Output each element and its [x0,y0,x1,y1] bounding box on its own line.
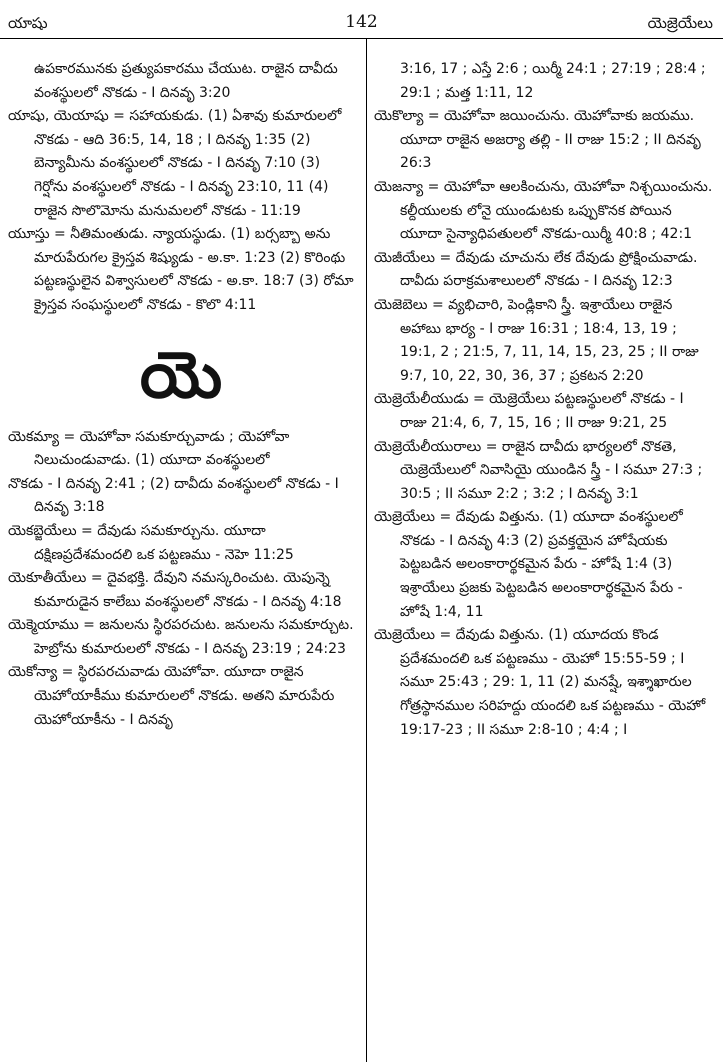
running-head-right: యెజ్రెయేలు [647,14,713,32]
dictionary-entry: నొకడు - I దినవృ 2:41 ; (2) దావీదు వంశస్థులలో నొకడు - I దినవృ 3:18 [8,475,339,516]
left-entries-after [8,426,354,733]
dictionary-entry: యెజ్రెయేలు = దేవుడు విత్తును. (1) యూదా వంశస్థులలో నొకడు - I దినవృ 4:3 (2) ప్రవక్తయైన హోషేయకు పెట్టబడిన అలంకారార్థకమైన పేరు - హోషే 1:4 (3) ఇశ్రాయేలు ప్రజకు పెట్టబడిన అలంకారార్థకమైన పేరు - హోషే 1:4, 11 [374,509,683,620]
dictionary-entry: యెజీయేలు = దేవుడు చూచును లేక దేవుడు ప్రోక్షించువాడు. దావీదు పరాక్రమశాలులలో నొకడు - I దినవృ 12:3 [374,249,698,290]
section-letter: యె [139,338,223,413]
column-divider [366,38,367,1062]
page-header [0,0,723,36]
dictionary-entry: యెకూతీయేలు = దైవభక్తి. దేవుని నమస్కరించుట. యెపున్నె కుమారుడైన కాలేబు వంశస్థులలో నొకడు - I దినవృ 4:18 [8,570,342,610]
dictionary-entry: యెక్మెయాము = జనులను స్థిరపరచుట. జనులను సమకూర్చుట. హెబ్రోను కుమారులలో నొకడు - I దినవృ 23:19 ; 24:23 [8,617,354,657]
dictionary-entry: యెకొల్యా = యెహోవా జయించును. యెహోవాకు జయము. యూదా రాజైన అజర్యా తల్లి - II రాజు 15:2 ; II దినవృ 26:3 [374,108,701,172]
header-rule [0,38,723,39]
dictionary-entry: యెజ్రెయేలీయురాలు = రాజైన దావీదు భార్యలలో నొకతె, యెజ్రెయేలులో నివాసియై యుండిన స్త్రీ - I సమూ 27:3 ; 30:5 ; II సమూ 2:2 ; 3:2 ; I దినవృ 3:1 [374,438,703,502]
page-number: 142 [345,12,378,32]
dictionary-entry: యెజ్రెయేలు = దేవుడు విత్తును. (1) యూదయ కొండ ప్రదేశమందలి ఒక పట్టణము - యెహో 15:55-59 ; I సమూ 25:43 ; 29: 1, 11 (2) మనష్షే, ఇశ్శాఖారుల గోత్రస్థానముల సరిహద్దు యందలి ఒక పట్టణము - యెహో 19:17-23 ; II సమూ 2:8-10 ; 4:4 ; I [374,627,706,738]
left-column [8,58,354,732]
dictionary-entry: యాషు, యెయాషు = సహాయకుడు. (1) ఏశావు కుమారులలో నొకడు - ఆది 36:5, 14, 18 ; I దినవృ 1:35 (2) బెన్యామీను వంశస్థులలో నొకడు - I దినవృ 7:10 (3) గెర్షోను వంశస్థులలో నొకడు - I దినవృ 23:10, 11 (4) రాజైన సొలొమోను మనుమలలో నొకడు - 11:19 [8,108,342,219]
right-column [374,58,714,742]
dictionary-entry: యెకబ్జెయేలు = దేవుడు సమకూర్చును. యూదా దక్షిణప్రదేశమందలి ఒక పట్టణము - నెహె 11:25 [8,522,294,563]
dictionary-entry: యెజ్రెయేలీయుడు = యెజ్రెయేలు పట్టణస్థులలో నొకడు - I రాజు 21:4, 6, 7, 15, 16 ; II రాజు 9:21, 25 [374,391,684,431]
dictionary-entry: 3:16, 17 ; ఎస్తే 2:6 ; యిర్మీ 24:1 ; 27:19 ; 28:4 ; 29:1 ; మత్త 1:11, 12 [400,61,706,101]
dictionary-entry: యెకమ్యా = యెహోవా సమకూర్చువాడు ; యెహోవా నిలుచుండువాడు. (1) యూదా వంశస్థులలో [8,428,290,469]
dictionary-entry: యూస్తు = నీతిమంతుడు. న్యాయస్థుడు. (1) బర్సబ్బా అను మారుపేరుగల క్రైస్తవ శిష్యుడు - అ.కా. 1:23 (2) కొరింథు పట్టణస్థులైన విశ్వాసులలో నొకడు - అ.కా. 18:7 (3) రోమా క్రైస్తవ సంఘస్థులలో నొకడు - కొలొ 4:11 [8,226,354,313]
running-head-left: యాషు [8,14,48,32]
left-entries-before [8,58,354,318]
dictionary-entry: యెజెబెలు = వ్యభిచారి, పెండ్లికాని స్త్రీ. ఇశ్రాయేలు రాజైన అహాబు భార్య - I రాజు 16:31 ; 18:4, 13, 19 ; 19:1, 2 ; 21:5, 7, 11, 14, 15, 23, 25 ; II రాజు 9:7, 10, 22, 30, 36, 37 ; ప్రకటన 2:20 [374,296,699,384]
dictionary-entry: యెజన్యా = యెహోవా ఆలకించును, యెహోవా నిశ్చయించును. కల్దీయులకు లోనై యుండుటకు ఒప్పుకొనక పోయిన యూదా సైన్యాధిపతులలో నొకడు-యిర్మీ 40:8 ; 42:1 [374,178,713,243]
dictionary-entry: ఉపకారమునకు ప్రత్యుపకారము చేయుట. రాజైన దావీదు వంశస్థులలో నొకడు - I దినవృ 3:20 [34,61,338,101]
dictionary-entry: యెకోన్యా = స్థిరపరచువాడు యెహోవా. యూదా రాజైన యెహోయాకీము కుమారులలో నొకడు. అతని మారుపేరు యెహోయాకీను - I దినవృ [8,664,335,728]
